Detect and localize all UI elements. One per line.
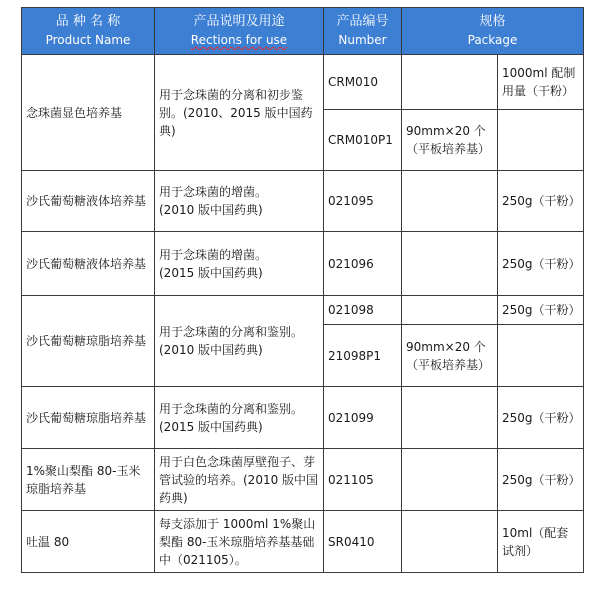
table-row [22,511,584,573]
product-description-cell: 用于念珠菌的增菌。 (2010 版中国药典) [155,171,324,232]
package-powder-cell: 250g（干粉） [498,296,584,325]
package-plate-cell: 90mm×20 个（平板培养基） [402,325,498,387]
package-powder-cell: 250g（干粉） [498,171,584,232]
product-name-cell: 沙氏葡萄糖琼脂培养基 [22,387,155,449]
package-plate-cell [402,387,498,449]
package-powder-cell [498,110,584,171]
package-plate-cell [402,171,498,232]
product-number-cell: 021098 [324,296,402,325]
table-row [22,387,584,449]
package-powder-cell: 250g（干粉） [498,449,584,511]
product-description-cell: 用于念珠菌的分离和鉴别。(2010 版中国药典) [155,296,324,387]
table-row [22,232,584,296]
product-number-cell: CRM010P1 [324,110,402,171]
product-number-cell: 021105 [324,449,402,511]
product-number-cell: 021095 [324,171,402,232]
product-description-cell: 用于念珠菌的分离和初步鉴别。(2010、2015 版中国药典) [155,55,324,171]
product-name-cell: 沙氏葡萄糖液体培养基 [22,171,155,232]
package-plate-cell [402,232,498,296]
table-row [22,55,584,110]
product-name-cell: 念珠菌显色培养基 [22,55,155,171]
package-powder-cell: 250g（干粉） [498,232,584,296]
product-description-cell: 用于念珠菌的分离和鉴别。 (2015 版中国药典) [155,387,324,449]
table-row [22,171,584,232]
header-package: 规格 Package [402,8,584,55]
product-description-cell: 每支添加于 1000ml 1%聚山梨酯 80-玉米琼脂培养基基础中（021105）。 [155,511,324,573]
product-number-cell: 021096 [324,232,402,296]
package-plate-cell [402,449,498,511]
package-plate-cell [402,55,498,110]
header-rections-for-use: 产品说明及用途 Rections for use [155,8,324,55]
package-powder-cell: 10ml（配套试剂） [498,511,584,573]
product-number-cell: 021099 [324,387,402,449]
header-number: 产品编号 Number [324,8,402,55]
package-powder-cell: 1000ml 配制用量（干粉） [498,55,584,110]
package-plate-cell [402,296,498,325]
package-plate-cell [402,511,498,573]
package-plate-cell: 90mm×20 个（平板培养基） [402,110,498,171]
product-name-cell: 吐温 80 [22,511,155,573]
package-powder-cell [498,325,584,387]
product-description-cell: 用于白色念珠菌厚壁孢子、芽管试验的培养。(2010 版中国药典) [155,449,324,511]
product-name-cell: 沙氏葡萄糖液体培养基 [22,232,155,296]
product-number-cell: CRM010 [324,55,402,110]
product-table [21,7,584,573]
product-name-cell: 1%聚山梨酯 80-玉米琼脂培养基 [22,449,155,511]
product-description-cell: 用于念珠菌的增菌。 (2015 版中国药典) [155,232,324,296]
table-row [22,449,584,511]
table-header-row [22,8,584,55]
package-powder-cell: 250g（干粉） [498,387,584,449]
product-name-cell: 沙氏葡萄糖琼脂培养基 [22,296,155,387]
product-number-cell: SR0410 [324,511,402,573]
product-number-cell: 21098P1 [324,325,402,387]
table-row [22,296,584,325]
header-product-name: 品 种 名 称 Product Name [22,8,155,55]
